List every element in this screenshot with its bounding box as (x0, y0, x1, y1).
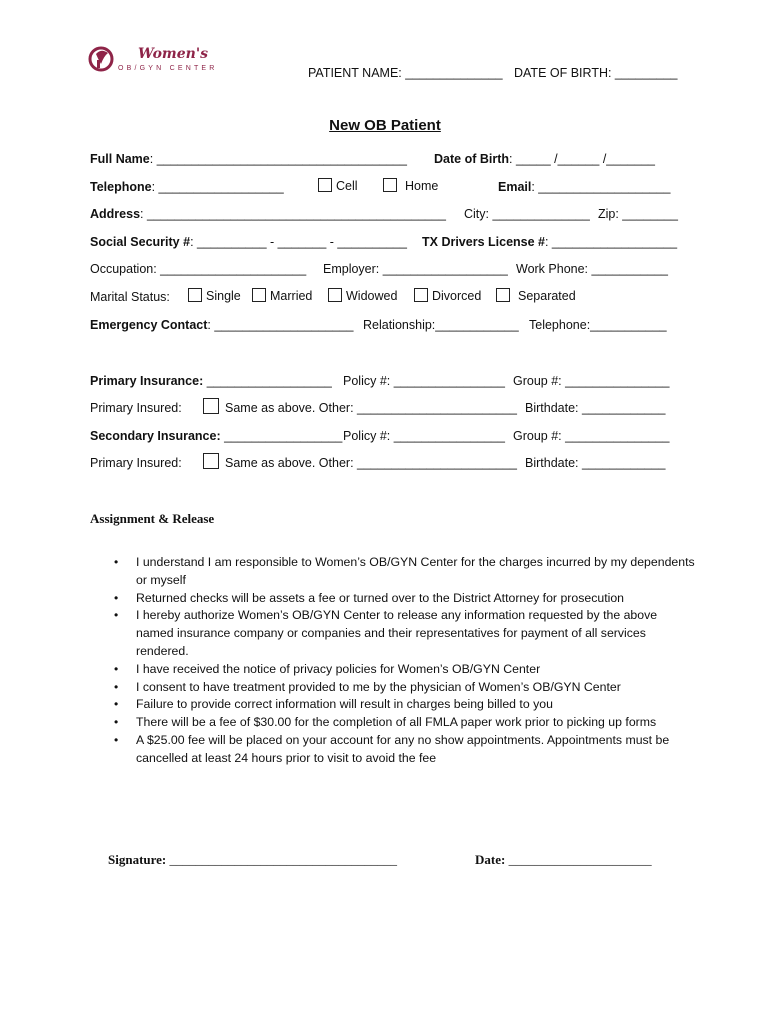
primary-insurance-row (90, 374, 332, 388)
secondary-same-as-above-checkbox[interactable] (203, 453, 219, 469)
secondary-insured-option (203, 453, 517, 470)
email-label: Email (498, 180, 532, 194)
list-item: • There will be a fee of $30.00 for the completion of all FMLA paper work prior to picking up forms (108, 714, 698, 732)
secondary-insurance-row (90, 429, 342, 443)
drivers-license-label: TX Drivers License # (422, 235, 545, 249)
list-item: • I have received the notice of privacy policies for Women’s OB/GYN Center (108, 661, 698, 679)
divorced-option (414, 288, 481, 303)
signature-label: Signature: (108, 852, 167, 867)
address-row (90, 207, 446, 221)
cell-option (318, 178, 358, 193)
widowed-checkbox[interactable] (328, 288, 342, 302)
secondary-insurance-field[interactable]: _________________ (220, 429, 343, 443)
divorced-checkbox[interactable] (414, 288, 428, 302)
full-name-field[interactable]: : ____________________________________ (149, 152, 407, 166)
ssn-label: Social Security # (90, 235, 191, 249)
primary-insured-label: Primary Insured: (90, 401, 182, 415)
single-option (188, 288, 241, 303)
signature-field[interactable]: ___________________________________ (166, 852, 398, 867)
date-of-birth-header-field[interactable]: DATE OF BIRTH: _________ (514, 66, 678, 80)
city-field[interactable]: City: ______________ (464, 207, 590, 221)
ssn-field[interactable]: : __________ - _______ - __________ (190, 235, 407, 249)
patient-name-field[interactable]: PATIENT NAME: ______________ (308, 66, 503, 80)
list-item: • Failure to provide correct information will result in charges being billed to you (108, 696, 698, 714)
widowed-option (328, 288, 397, 303)
clinic-logo (88, 44, 228, 80)
list-item: • A $25.00 fee will be placed on your account for any no show appointments. Appointments must be cancelled at least 24 hours prior to visit to avoid the fee (108, 732, 698, 768)
primary-insurance-field[interactable]: __________________ (203, 374, 332, 388)
relationship-field[interactable]: Relationship:____________ (363, 318, 519, 332)
telephone-field[interactable]: : __________________ (151, 180, 284, 194)
address-label: Address (90, 207, 141, 221)
dob-field[interactable]: : _____ /______ /_______ (509, 152, 655, 166)
emergency-telephone-field[interactable]: Telephone:___________ (529, 318, 667, 332)
logo-brand-top: Women's (138, 46, 208, 62)
email-row (498, 180, 670, 194)
primary-insurance-label: Primary Insurance: (90, 374, 204, 388)
home-checkbox[interactable] (383, 178, 397, 192)
drivers-license-row (422, 235, 677, 249)
primary-group-field[interactable]: Group #: _______________ (513, 374, 670, 388)
full-name-row (90, 152, 407, 166)
logo-brand-bottom: OB/GYN CENTER (118, 65, 218, 72)
separated-label: Separated (518, 289, 576, 303)
telephone-label: Telephone (90, 180, 152, 194)
emergency-contact-field[interactable]: : ____________________ (207, 318, 354, 332)
married-label: Married (270, 289, 313, 303)
primary-insured-option (203, 398, 517, 415)
separated-option (496, 288, 576, 303)
zip-field[interactable]: Zip: ________ (598, 207, 678, 221)
marital-status-label: Marital Status: (90, 290, 170, 304)
cell-checkbox[interactable] (318, 178, 332, 192)
primary-birthdate-field[interactable]: Birthdate: ____________ (525, 401, 666, 415)
married-option (252, 288, 312, 303)
list-item: • Returned checks will be assets a fee or turned over to the District Attorney for prosecution (108, 590, 698, 608)
widowed-label: Widowed (346, 289, 398, 303)
assignment-heading: Assignment & Release (90, 511, 215, 526)
emergency-contact-row (90, 318, 353, 332)
primary-policy-field[interactable]: Policy #: ________________ (343, 374, 505, 388)
secondary-group-field[interactable]: Group #: _______________ (513, 429, 670, 443)
telephone-row (90, 180, 284, 194)
work-phone-field[interactable]: Work Phone: ___________ (516, 262, 668, 276)
emergency-contact-label: Emergency Contact (90, 318, 208, 332)
full-name-label: Full Name (90, 152, 150, 166)
drivers-license-field[interactable]: : __________________ (544, 235, 678, 249)
secondary-policy-field[interactable]: Policy #: ________________ (343, 429, 505, 443)
single-checkbox[interactable] (188, 288, 202, 302)
home-label: Home (405, 179, 439, 193)
secondary-birthdate-field[interactable]: Birthdate: ____________ (525, 456, 666, 470)
list-item: • I hereby authorize Women’s OB/GYN Center to release any information requested by the above named insurance company or companies and their representatives for payment of all services rendered. (108, 607, 698, 660)
divorced-label: Divorced (432, 289, 482, 303)
assignment-list (108, 554, 698, 768)
date-field[interactable]: ______________________ (505, 852, 652, 867)
secondary-insurance-label: Secondary Insurance: (90, 429, 221, 443)
dob-row (434, 152, 655, 166)
logo-emblem-icon (88, 44, 116, 74)
signature-row (108, 852, 397, 868)
dob-label: Date of Birth (434, 152, 509, 166)
address-field[interactable]: : ___________________________________________ (140, 207, 446, 221)
page-title: New OB Patient (329, 117, 441, 134)
list-item: • I consent to have treatment provided to me by the physician of Women’s OB/GYN Center (108, 679, 698, 697)
date-row (475, 852, 652, 868)
ssn-row (90, 235, 407, 249)
secondary-same-as-above-field[interactable]: Same as above. Other: _______________________ (225, 456, 517, 470)
primary-same-as-above-checkbox[interactable] (203, 398, 219, 414)
primary-same-as-above-field[interactable]: Same as above. Other: _______________________ (225, 401, 517, 415)
employer-field[interactable]: Employer: __________________ (323, 262, 508, 276)
single-label: Single (206, 289, 241, 303)
married-checkbox[interactable] (252, 288, 266, 302)
occupation-field[interactable]: Occupation: _____________________ (90, 262, 307, 276)
email-field[interactable]: : ___________________ (531, 180, 671, 194)
separated-checkbox[interactable] (496, 288, 510, 302)
date-label: Date: (475, 852, 506, 867)
home-option (383, 178, 438, 193)
cell-label: Cell (336, 179, 358, 193)
list-item: • I understand I am responsible to Women’s OB/GYN Center for the charges incurred by my dependents or myself (108, 554, 698, 590)
secondary-insured-label: Primary Insured: (90, 456, 182, 470)
